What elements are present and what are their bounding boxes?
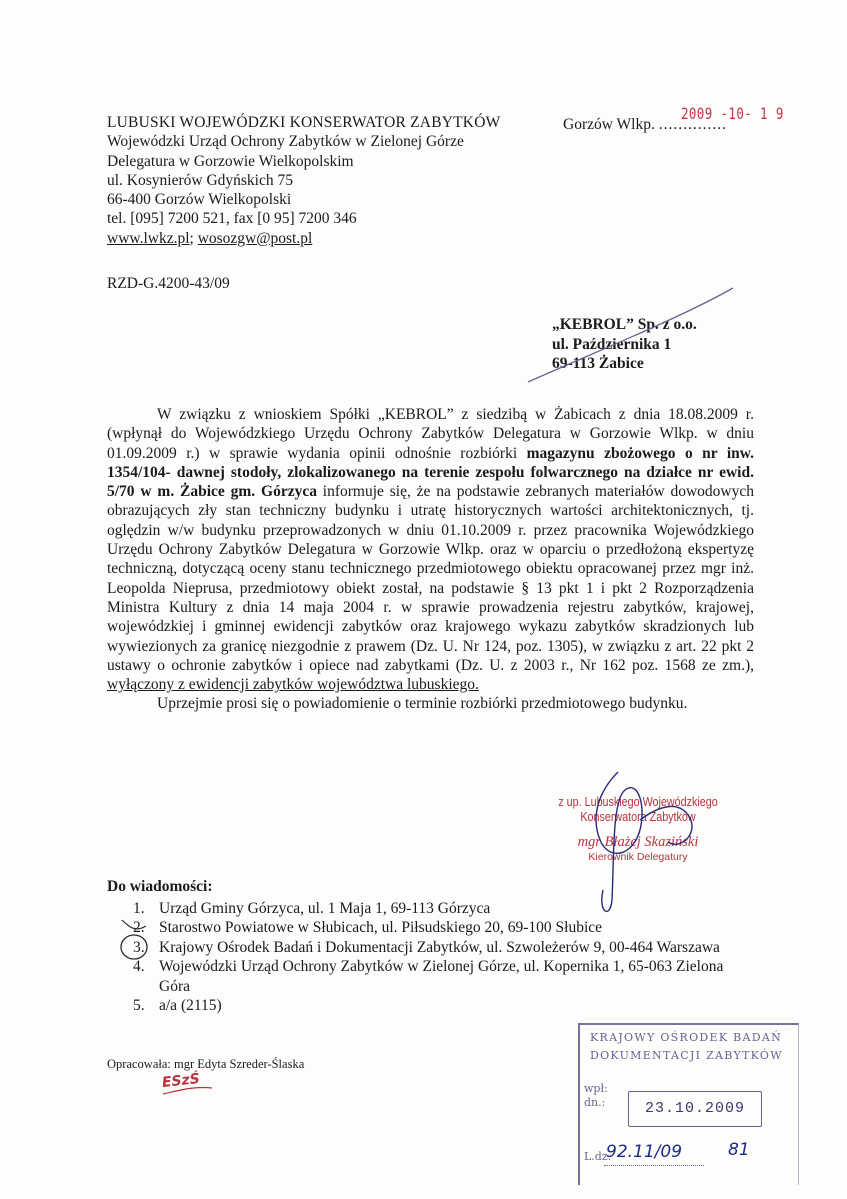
list-item	[107, 938, 747, 957]
list-item-text: Urząd Gminy Górzyca, ul. 1 Maja 1, 69-113 Górzyca	[159, 900, 491, 917]
sender-block	[107, 113, 500, 248]
sender-authority: LUBUSKI WOJEWÓDZKI KONSERWATOR ZABYTKÓW	[107, 114, 501, 131]
list-item	[107, 996, 747, 1015]
list-item-number: 5.	[133, 997, 145, 1015]
list-item-text: Krajowy Ośrodek Badań i Dokumentacji Zabytków, ul. Szwoleżerów 9, 00-464 Warszawa	[159, 938, 720, 956]
list-item-text: a/a (2115)	[159, 997, 222, 1015]
list-item-number: 3.	[133, 938, 145, 956]
prepared-by: Opracowała: mgr Edyta Szreder-Ślaska	[107, 1057, 305, 1071]
sender-city: 66-400 Gorzów Wielkopolski	[107, 191, 292, 209]
body-text-intro: W związku z wnioskiem Spółki „KEBROL” z siedzibą w Żabicach z dnia 18.08.2009 r. (wpłynął do Wojewódzkiego Urzędu Ochrony Zabytków Delegatura w Gorzowie Wlkp. w dniu 01.09.2009 r.) w sprawie wydania opinii odnośnie rozbiórki	[107, 406, 754, 462]
signature-role: Kierownik Delegatury	[588, 851, 688, 863]
signature-name: mgr Błażej Skaziński	[577, 834, 699, 850]
sender-office: Wojewódzki Urząd Ochrony Zabytków w Zielonej Górze	[107, 133, 464, 151]
list-item	[107, 957, 747, 996]
recipient-name: „KEBROL” Sp. z o.o.	[552, 316, 697, 333]
sender-street: ul. Kosynierów Gdyńskich 75	[107, 171, 293, 189]
body-text-object: magazynu zbożowego o nr inw. 1354/104- dawnej stodoły, zlokalizowanego na terenie zespołu folwarcznego na działce nr ewid. 5/70 w m. Żabice gm. Górzyca	[107, 444, 754, 501]
signature-line-1: z up. Lubuskiego Wojewódzkiego	[558, 795, 718, 809]
sender-phone: tel. [095] 7200 521, fax [0 95] 7200 346	[107, 210, 357, 228]
letter-body	[107, 405, 754, 714]
recipient-city: 69-113 Żabice	[552, 355, 644, 372]
registration-stamp	[578, 1023, 799, 1185]
list-item-text: Starostwo Powiatowe w Słubicach, ul. Piłsudskiego 20, 69-100 Słubice	[159, 919, 603, 937]
date-dots: ..............	[658, 116, 727, 133]
stamp-header-2: DOKUMENTACJI ZABYTKÓW	[590, 1049, 783, 1062]
distribution-list	[107, 899, 747, 1015]
stamp-l-label: L.dz.	[584, 1150, 612, 1163]
stamp-initials: 81	[728, 1140, 750, 1160]
distribution-title: Do wiadomości:	[107, 878, 213, 895]
body-text-decision: informuje się, że na podstawie zebranych materiałów dowodowych obrazujących zły stan techniczny budynku i utratę historycznych wartości architektonicznych, tj. oględzin w/w budynku przeprowadzonych w dniu 01.10.2009 r. przez pracownika Wojewódzkiego Urzędu Ochrony Zabytków Delegatura w Gorzowie Wlkp. oraz w oparciu o przedłożoną ekspertyzę techniczną, dotyczącą oceny stanu technicznego przedmiotowego obiektu opracowanej przez mgr inż. Leopolda Nieprusa, przedmiotowy obiekt został, na podstawie § 13 pkt 1 i pkt 2 Rozporządzenia Ministra Kultury z dnia 14 maja 2004 r. w sprawie prowadzenia rejestru zabytków, krajowej, wojewódzkiej i gminnej ewidencji zabytków oraz krajowego wykazu zabytków skradzionych lub wywiezionych za granicę niezgodnie z prawem (Dz. U. Nr 124, poz. 1305), w związku z art. 22 pkt 2 ustawy o ochronie zabytków i opiece nad zabytkami (Dz. U. z 2003 r., Nr 162 poz. 1568 ze zm.),	[107, 483, 755, 674]
recipient-block	[552, 315, 697, 374]
website-link[interactable]: www.lwkz.pl	[107, 229, 190, 247]
list-item-number: 4.	[133, 958, 145, 976]
list-item-number: 1.	[133, 900, 145, 917]
list-item	[107, 918, 747, 937]
place-label: Gorzów Wlkp.	[563, 116, 655, 133]
stamp-received-date: 23.10.2009	[628, 1091, 762, 1127]
list-item-text: Wojewódzki Urząd Ochrony Zabytków w Zielonej Górze, ul. Kopernika 1, 65-063 Zielona Góra	[159, 958, 724, 995]
stamp-dotted-line	[604, 1165, 704, 1166]
stamp-received-labels	[584, 1082, 608, 1110]
signature-line-2: Konserwatora Zabytków	[580, 810, 696, 824]
body-text-outcome: wyłączony z ewidencji zabytków województwa lubuskiego.	[107, 676, 479, 694]
signature-stamp	[543, 795, 733, 863]
reference-number: RZD-G.4200-43/09	[107, 275, 230, 292]
sender-branch: Delegatura w Gorzowie Wielkopolskim	[107, 152, 354, 170]
body-paragraph-1	[107, 405, 754, 694]
stamp-header-1: KRAJOWY OŚRODEK BADAŃ	[590, 1031, 783, 1044]
handwritten-initials: ESzŚ	[161, 1071, 201, 1091]
email-link[interactable]: wosozgw@post.pl	[197, 229, 313, 247]
recipient-street: ul. Października 1	[552, 335, 672, 353]
sender-web-line	[107, 229, 500, 248]
date-stamp: 2009 -10- 1 9	[681, 104, 784, 123]
body-paragraph-2: Uprzejmie prosi się o powiadomienie o terminie rozbiórki przedmiotowego budynku.	[157, 695, 688, 713]
list-item-number: 2.	[133, 919, 145, 937]
stamp-label-wpl: wpł:	[584, 1082, 608, 1095]
list-item	[107, 899, 747, 918]
link-separator: ;	[189, 229, 194, 247]
stamp-l-number: 92.11/09	[606, 1142, 683, 1162]
stamp-label-dn: dn.:	[584, 1096, 606, 1109]
